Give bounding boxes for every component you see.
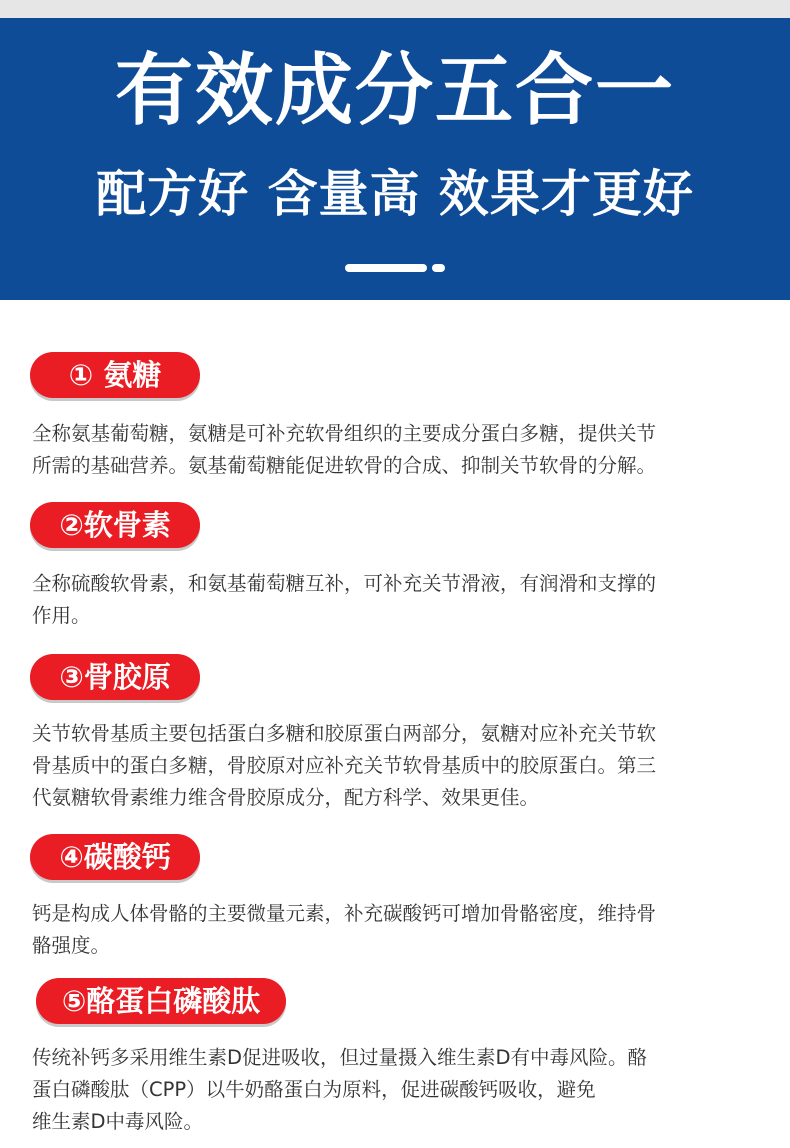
- headline: 有效成分五合一: [114, 46, 675, 136]
- section-desc-calcium-carbonate: [32, 898, 762, 962]
- section-desc-glucosamine: [32, 418, 762, 482]
- section-title-chondroitin: ②软骨素: [30, 502, 200, 548]
- desc-line: 关节软骨基质主要包括蛋白多糖和胶原蛋白两部分，氨糖对应补充关节软: [32, 722, 657, 745]
- desc-line: 维生素D中毒风险。: [32, 1110, 204, 1133]
- section-title-glucosamine: ① 氨糖: [30, 352, 200, 398]
- desc-line: 骨基质中的蛋白多糖，骨胶原对应补充关节软骨基质中的胶原蛋白。第三: [32, 754, 657, 777]
- subheadline: 配方好 含量高 效果才更好: [96, 165, 694, 223]
- desc-line: 所需的基础营养。氨基葡萄糖能促进软骨的合成、抑制关节软骨的分解。: [32, 454, 657, 477]
- section-title-cpp: ⑤酪蛋白磷酸肽: [36, 978, 286, 1024]
- desc-line: 全称硫酸软骨素，和氨基葡萄糖互补，可补充关节滑液，有润滑和支撑的: [32, 572, 657, 595]
- top-strip: [0, 0, 790, 18]
- section-desc-collagen: [32, 718, 762, 814]
- desc-line: 代氨糖软骨素维力维含骨胶原成分，配方科学、效果更佳。: [32, 786, 540, 809]
- section-title-collagen: ③骨胶原: [30, 654, 200, 700]
- section-desc-cpp: [32, 1042, 762, 1138]
- desc-line: 钙是构成人体骨骼的主要微量元素，补充碳酸钙可增加骨骼密度，维持骨: [32, 902, 657, 925]
- section-desc-chondroitin: [32, 568, 762, 632]
- section-title-calcium-carbonate: ④碳酸钙: [30, 834, 200, 880]
- desc-line: 全称氨基葡萄糖，氨糖是可补充软骨组织的主要成分蛋白多糖，提供关节: [32, 422, 657, 445]
- desc-line: 传统补钙多采用维生素D促进吸收，但过量摄入维生素D有中毒风险。酪: [32, 1046, 648, 1069]
- banner-divider-dash: [345, 264, 427, 272]
- desc-line: 作用。: [32, 604, 91, 627]
- banner-divider-dot: [432, 264, 445, 272]
- desc-line: 蛋白磷酸肽（CPP）以牛奶酪蛋白为原料，促进碳酸钙吸收，避免: [32, 1078, 596, 1101]
- desc-line: 骼强度。: [32, 934, 111, 957]
